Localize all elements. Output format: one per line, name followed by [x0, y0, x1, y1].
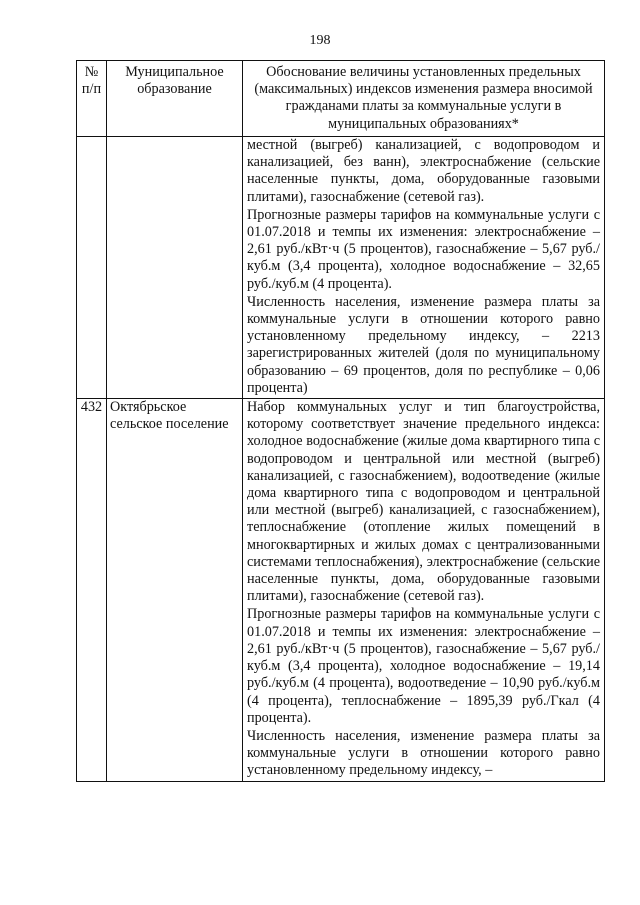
paragraph: Прогнозные размеры тарифов на коммунальные услуги с 01.07.2018 и темпы их изменения: электроснабжение – 2,61 руб./кВт·ч (5 процентов), газоснабжение – 5,67 руб./куб.м (3,4 процента), холодное водоснабжение – 32,65 руб./куб.м (4 процента).: [247, 206, 600, 292]
table-row: [77, 399, 605, 781]
row-number: [77, 137, 107, 399]
paragraph: местной (выгреб) канализацией, с водопроводом и канализацией, без ванн), электроснабжение (сельские населенные пункты, дома, оборудованные газовыми плитами), газоснабжение (сетевой газ).: [247, 137, 600, 205]
paragraph: Прогнозные размеры тарифов на коммунальные услуги с 01.07.2018 и темпы их изменения: электроснабжение – 2,61 руб./кВт·ч (5 процентов), газоснабжение – 5,67 руб./куб.м (3,4 процента), холодное водоснабжение – 19,14 руб./куб.м (4 процента), водоотведение – 10,90 руб./куб.м (4 процента), теплоснабжение – 1895,39 руб./Гкал (4 процента).: [247, 606, 600, 726]
header-justification: Обоснование величины установленных предельных (максимальных) индексов изменения размера вносимой гражданами платы за коммунальные услуги в муниципальных образованиях*: [243, 61, 605, 137]
page-number: 198: [309, 33, 331, 48]
row-number: 432: [77, 399, 107, 781]
paragraph: Численность населения, изменение размера платы за коммунальные услуги в отношении которого равно установленному предельному индексу, –: [247, 727, 600, 779]
row-municipality: [107, 137, 243, 399]
tariff-index-table: [76, 60, 605, 782]
row-justification: [243, 399, 605, 781]
table-header-row: [77, 61, 605, 137]
row-justification: [243, 137, 605, 399]
header-number: № п/п: [77, 61, 107, 137]
paragraph: Набор коммунальных услуг и тип благоустройства, которому соответствует значение предельного индекса: холодное водоснабжение (жилые дома квартирного типа с водопроводом и центральной или местной (выгреб) канализацией, с газоснабжением), водоотведение (жилые дома квартирного типа с водопроводом и центральной или местной (выгреб) канализацией, с газоснабжением), теплоснабжение (отопление жилых помещений в многоквартирных и жилых домах с централизованными системами теплоснабжения), электроснабжение (сельские населенные пункты, дома, оборудованные газовыми плитами), газоснабжение (сетевой газ).: [247, 399, 600, 605]
table-row: [77, 137, 605, 399]
header-municipality: Муниципальное образование: [107, 61, 243, 137]
paragraph: Численность населения, изменение размера платы за коммунальные услуги в отношении которого равно установленному предельному индексу, – 2213 зарегистрированных жителей (доля по муниципальному образованию – 69 процентов, доля по республике – 0,06 процента): [247, 293, 600, 396]
row-municipality: Октябрьское сельское поселение: [107, 399, 243, 781]
